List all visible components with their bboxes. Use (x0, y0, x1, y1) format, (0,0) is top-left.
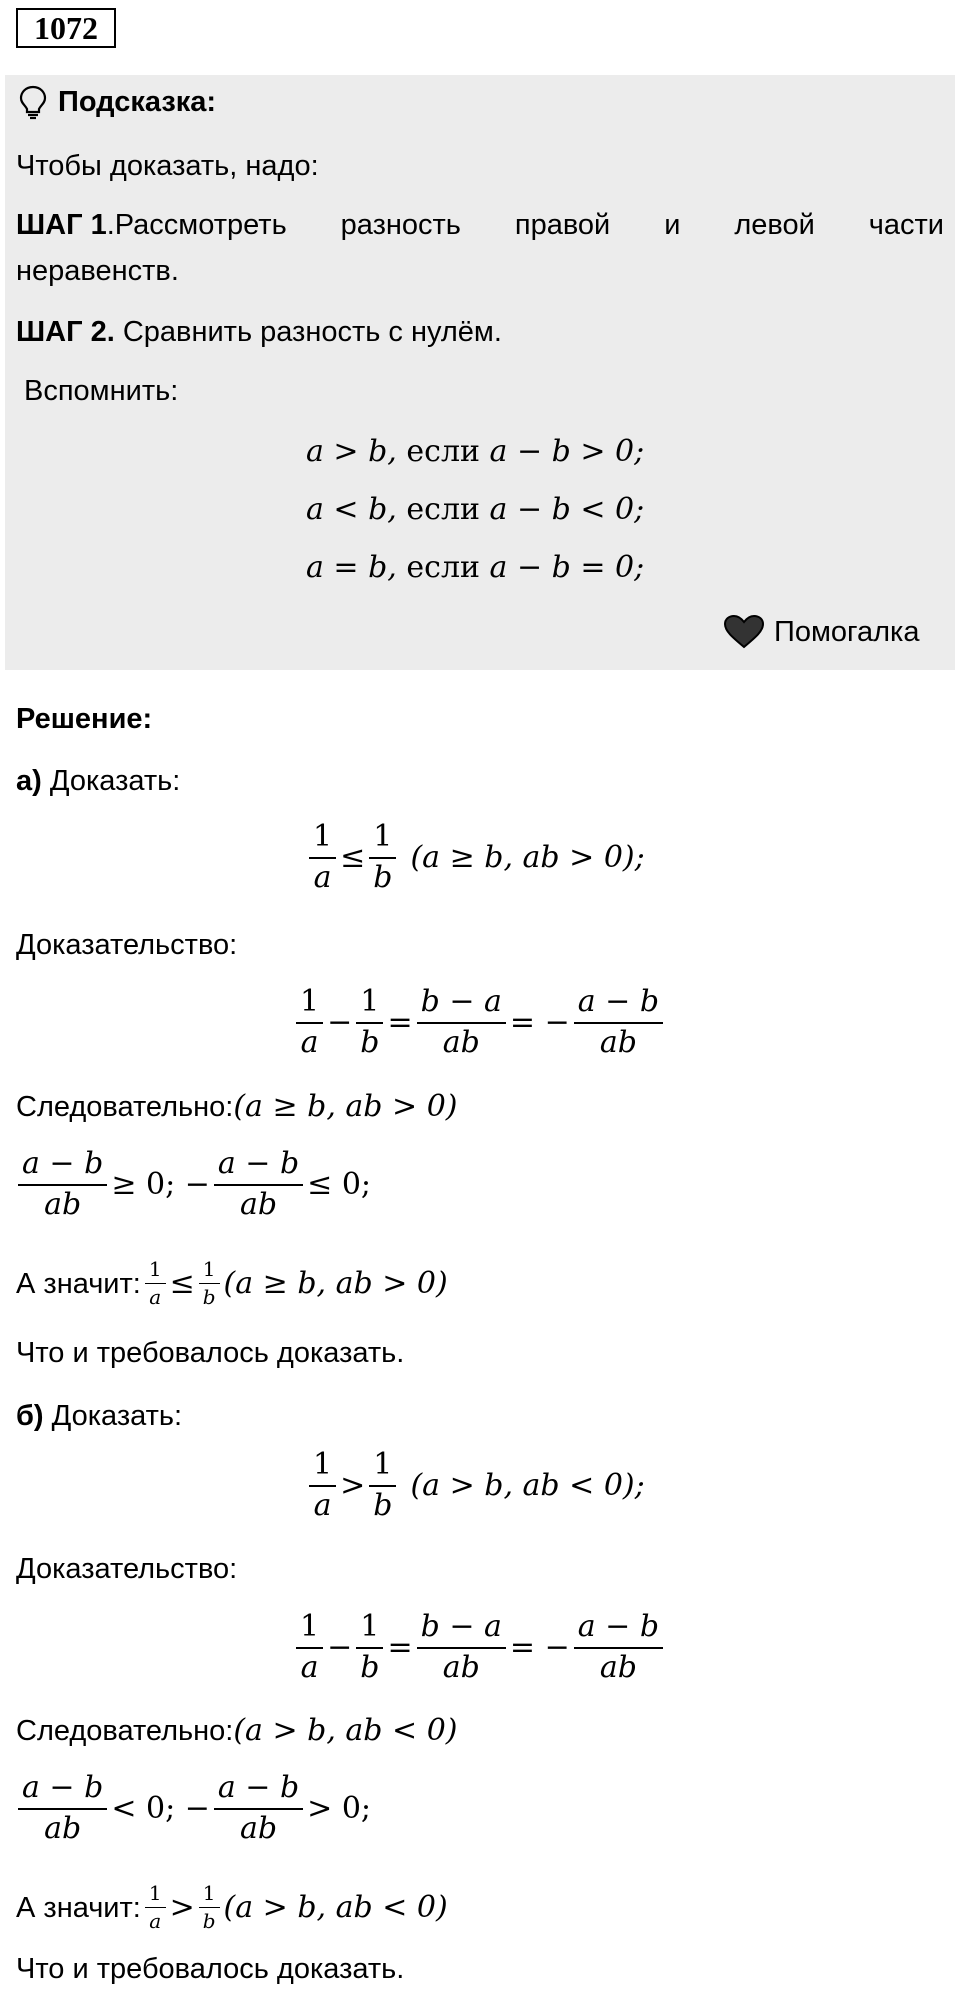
rule-lhs: a = b, (306, 550, 397, 585)
heart-icon (722, 614, 766, 650)
fraction (369, 820, 396, 895)
denominator: a (313, 1487, 332, 1523)
part-a-inequalities (14, 1147, 371, 1222)
denominator: b (360, 1024, 380, 1060)
part-prove: Доказать: (41, 765, 181, 797)
numerator: 1 (199, 1882, 220, 1908)
part-a-heading (16, 763, 180, 799)
operator: = − (509, 1004, 570, 1040)
step1-line1 (16, 207, 944, 243)
denominator: ab (442, 1024, 480, 1060)
step1-word: левой (734, 209, 815, 241)
denominator: ab (44, 1186, 82, 1222)
numerator: 1 (309, 820, 336, 859)
fraction (296, 985, 323, 1060)
denominator: ab (44, 1810, 82, 1846)
pomogalka-link[interactable] (722, 614, 919, 650)
fraction (356, 1610, 383, 1685)
relation: ≥ 0; − (111, 1166, 210, 1202)
numerator: a − b (574, 985, 663, 1024)
fraction (356, 985, 383, 1060)
numerator: a − b (214, 1771, 303, 1810)
part-label: а) (16, 765, 42, 797)
fraction (296, 1610, 323, 1685)
denominator: b (360, 1649, 380, 1685)
numerator: 1 (369, 1448, 396, 1487)
part-a-claim (305, 820, 645, 895)
fraction (18, 1771, 107, 1846)
denominator: ab (239, 1186, 278, 1222)
relation: ≤ 0; (307, 1166, 372, 1202)
step2-line (16, 314, 502, 350)
numerator: a − b (214, 1147, 303, 1186)
step1-word: .Рассмотреть (106, 209, 287, 241)
part-a-therefore (16, 1089, 458, 1125)
part-a-conclusion (16, 1258, 448, 1309)
denominator: b (373, 859, 393, 895)
numerator: 1 (145, 1882, 166, 1908)
numerator: b − a (417, 985, 506, 1024)
proof-label: Доказательство: (16, 929, 238, 961)
fraction (574, 985, 663, 1060)
denominator: ab (599, 1024, 637, 1060)
numerator: 1 (145, 1258, 166, 1284)
hint-intro: Чтобы доказать, надо: (16, 150, 319, 182)
hint-title-row (18, 84, 216, 120)
qed: Что и требовалось доказать. (16, 1337, 405, 1369)
conclusion-label: А значит: (16, 1267, 141, 1300)
step1-word: части (868, 209, 944, 241)
numerator: a − b (18, 1147, 107, 1186)
part-b-heading (16, 1398, 182, 1434)
step2-text: Сравнить разность с нулём. (114, 316, 502, 348)
fraction (214, 1771, 303, 1846)
numerator: a − b (18, 1771, 107, 1810)
condition: (a ≥ b, ab > 0); (410, 839, 645, 875)
fraction (369, 1448, 396, 1523)
numerator: 1 (296, 985, 323, 1024)
therefore-label: Следовательно: (16, 1091, 234, 1123)
rule-rhs: a − b < 0; (489, 492, 645, 527)
relation: > 0; (307, 1790, 372, 1826)
denominator: a (300, 1649, 319, 1685)
rule-lhs: a < b, (306, 492, 397, 527)
lightbulb-icon (18, 84, 48, 120)
conclusion-label: А значит: (16, 1891, 141, 1924)
step1-word: разность (340, 209, 461, 241)
numerator: 1 (356, 985, 383, 1024)
fraction (199, 1882, 220, 1933)
operator: = (387, 1004, 413, 1040)
relation: < 0; − (111, 1790, 210, 1826)
denominator: a (149, 1909, 162, 1933)
denominator: ab (599, 1649, 637, 1685)
relation: ≤ (340, 839, 366, 875)
step1-word: и (664, 209, 681, 241)
numerator: 1 (356, 1610, 383, 1649)
denominator: b (202, 1285, 216, 1309)
denominator: a (313, 859, 332, 895)
step1-line2: неравенств. (16, 255, 179, 287)
numerator: 1 (369, 820, 396, 859)
problem-number: 1072 (16, 8, 116, 48)
part-a-difference (292, 985, 667, 1060)
part-label: б) (16, 1400, 44, 1432)
fraction (199, 1258, 220, 1309)
operator: − (327, 1004, 353, 1040)
rule-word: если (406, 434, 480, 469)
part-prove: Доказать: (43, 1400, 183, 1432)
relation: > (340, 1467, 366, 1503)
denominator: ab (442, 1649, 480, 1685)
operator: = (387, 1629, 413, 1665)
step1-label: ШАГ 1 (16, 209, 107, 241)
numerator: b − a (417, 1610, 506, 1649)
step2-label: ШАГ 2. (16, 316, 115, 348)
rule-row (306, 434, 644, 470)
fraction (574, 1610, 663, 1685)
numerator: 1 (296, 1610, 323, 1649)
part-b-difference (292, 1610, 667, 1685)
rule-lhs: a > b, (306, 434, 397, 469)
fraction (309, 820, 336, 895)
relation: > (169, 1889, 195, 1925)
rule-word: если (406, 550, 480, 585)
relation: ≤ (169, 1265, 195, 1301)
denominator: b (202, 1909, 216, 1933)
denominator: a (149, 1285, 162, 1309)
denominator: ab (239, 1810, 278, 1846)
condition: (a > b, ab < 0) (233, 1713, 458, 1748)
rule-rhs: a − b = 0; (489, 550, 645, 585)
pomogalka-label: Помогалка (774, 616, 920, 648)
proof-label: Доказательство: (16, 1553, 238, 1585)
numerator: 1 (309, 1448, 336, 1487)
fraction (417, 985, 506, 1060)
part-b-inequalities (14, 1771, 371, 1846)
operator: = − (509, 1629, 570, 1665)
condition: (a > b, ab < 0) (223, 1889, 448, 1925)
rule-row (306, 550, 644, 586)
qed: Что и требовалось доказать. (16, 1953, 405, 1985)
fraction (214, 1147, 303, 1222)
denominator: a (300, 1024, 319, 1060)
denominator: b (373, 1487, 393, 1523)
part-b-claim (305, 1448, 645, 1523)
therefore-label: Следовательно: (16, 1715, 234, 1747)
fraction (145, 1258, 166, 1309)
recall-label: Вспомнить: (24, 375, 179, 407)
solution-title: Решение: (16, 703, 153, 735)
part-b-therefore (16, 1713, 458, 1749)
part-b-conclusion (16, 1882, 448, 1933)
rule-row (306, 492, 644, 528)
fraction (145, 1882, 166, 1933)
numerator: a − b (574, 1610, 663, 1649)
condition: (a ≥ b, ab > 0) (223, 1265, 448, 1301)
fraction (417, 1610, 506, 1685)
rule-word: если (406, 492, 480, 527)
condition: (a ≥ b, ab > 0) (233, 1089, 458, 1124)
operator: − (327, 1629, 353, 1665)
condition: (a > b, ab < 0); (410, 1467, 645, 1503)
fraction (18, 1147, 107, 1222)
step1-word: правой (514, 209, 611, 241)
fraction (309, 1448, 336, 1523)
hint-title: Подсказка: (58, 86, 217, 118)
rule-rhs: a − b > 0; (489, 434, 645, 469)
numerator: 1 (199, 1258, 220, 1284)
